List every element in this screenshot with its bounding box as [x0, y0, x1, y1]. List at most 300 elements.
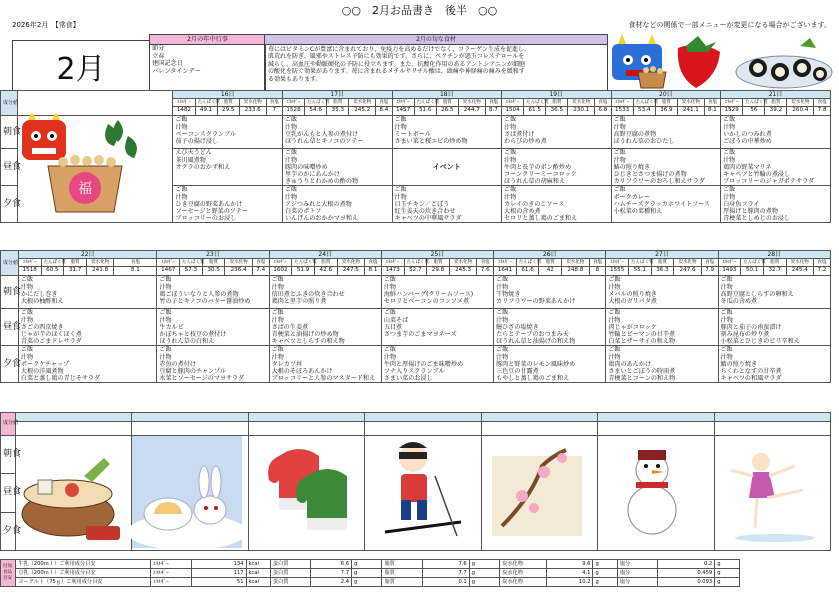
salt-value: 0.459 — [658, 569, 715, 578]
energy-unit: kcal — [246, 560, 270, 569]
nutrient-head: 脂質 — [217, 99, 239, 107]
nutrient-value-row — [1, 267, 831, 276]
nutrient-head: 食塩 — [477, 259, 494, 267]
oni-fukumame-illustration — [18, 116, 149, 216]
dish-item: 青梗菜とコーンの和え物 — [608, 375, 676, 383]
dish-item: ひき豆腐の野菜あんかけ — [175, 200, 243, 208]
protein-value: 7.7 — [311, 569, 352, 578]
nutrient-value: 1504 — [502, 107, 524, 116]
salt-label: 塩分 — [617, 569, 658, 578]
dish-item: 青梗菜としめじのお浸し — [723, 215, 791, 223]
week3-illustration-table — [0, 412, 831, 551]
dish-item: ご飯 — [496, 276, 509, 284]
dish-item: 白菜とザーサイの和え物 — [608, 338, 675, 346]
meal-cell — [381, 309, 493, 346]
dish-item: ご飯 — [608, 346, 621, 354]
nutrition-label: 成分値 — [1, 91, 18, 116]
dish-item: ご飯 — [723, 116, 736, 124]
dish-item: 牛肉と長芋のポン酢炒め — [504, 163, 572, 171]
dish-item: ご飯 — [613, 186, 626, 194]
dish-item: ご飯 — [284, 186, 298, 194]
day-header-blank — [481, 413, 597, 422]
mitten-illustration-cell — [248, 436, 364, 551]
day-header: 22日 — [18, 251, 156, 259]
nutrient-value: 1473 — [381, 267, 404, 276]
nutrient-head: たんぱく質 — [628, 259, 651, 267]
nutrient-value: 54.6 — [305, 107, 327, 116]
nutrient-head: ｴﾈﾙｷﾞｰ — [157, 259, 180, 267]
dish-item: ほうれん草のおひたし — [613, 138, 675, 146]
nutrient-head: ｴﾈﾙｷﾞｰ — [282, 99, 304, 107]
nutrient-head: 炭水化物 — [458, 99, 485, 107]
nutrient-head: 炭水化物 — [349, 99, 376, 107]
nutrient-value: 39.2 — [765, 107, 787, 116]
nutrient-value: 49.1 — [195, 107, 217, 116]
dish-item: ご飯 — [383, 346, 397, 354]
nutrient-head: たんぱく質 — [741, 259, 764, 267]
nutrient-value: 248.8 — [562, 267, 589, 276]
snowman-illustration — [598, 436, 708, 548]
dish-item: ご飯 — [175, 116, 188, 124]
nutrient-value: 8 — [589, 267, 606, 276]
dish-item: 汁物 — [159, 353, 172, 361]
dish-item: ツナ入りスクランブル — [383, 368, 445, 376]
week2-menu-table — [0, 250, 831, 383]
energy-value: 51 — [191, 578, 246, 587]
dish-item: コーンクリーミーコロッケ — [504, 171, 577, 179]
dish-item: キャベツと竹輪の煮浸し — [723, 171, 791, 179]
nutrient-head: たんぱく質 — [305, 99, 327, 107]
day-header: 20日 — [611, 91, 721, 99]
dish-item: 鰻ひざの塩焼き — [496, 323, 539, 331]
meal-cell — [282, 186, 392, 223]
dish-item: 大根のそぼろあんかけ — [271, 368, 333, 376]
nutrient-value: 51.6 — [414, 107, 436, 116]
supplement-row — [1, 560, 831, 569]
dish-item: 汁物 — [723, 156, 736, 164]
dish-item: ご飯 — [383, 276, 397, 284]
nutrient-value: 7.9 — [701, 267, 718, 276]
dish-item: 汁物 — [608, 353, 621, 361]
dish-item: 信田煮とふきの炊き合わせ — [271, 290, 345, 298]
nutrient-head: 脂質 — [651, 259, 674, 267]
nutrient-value: 245.2 — [349, 107, 376, 116]
dish-item: タレカツ丼 — [271, 360, 303, 368]
blank-cell — [16, 422, 132, 436]
dish-item: 汁物 — [608, 283, 621, 291]
nutrient-value: 57.3 — [180, 267, 203, 276]
salt-label: 塩分 — [617, 560, 658, 569]
meal-cell — [502, 186, 612, 223]
nutrient-head: 脂質 — [314, 259, 337, 267]
skier-illustration-cell — [365, 436, 481, 551]
dish-item: 汁物 — [20, 283, 34, 291]
meal-cell — [611, 149, 721, 186]
dish-item: 豚肉と茄子の南蛮漬け — [720, 323, 782, 331]
nutrient-head: 炭水化物 — [225, 259, 252, 267]
meal-cell — [721, 186, 831, 223]
dish-item: ほうれん草とキノコのソテー — [284, 138, 364, 146]
blank-cell — [18, 91, 173, 116]
dish-item: 小松菜の菜種和え — [613, 208, 663, 216]
nutrient-value: 36.5 — [546, 107, 568, 116]
carb-unit: g — [593, 560, 617, 569]
dish-item: 刻み昆布の炒り煮 — [720, 331, 770, 339]
snowman-illustration-cell — [598, 436, 714, 551]
day-header: 23日 — [157, 251, 269, 259]
dish-item: ご飯 — [394, 116, 407, 124]
salt-value: 0.2 — [658, 560, 715, 569]
dish-item: 汁物 — [271, 353, 284, 361]
skier-illustration — [365, 436, 475, 548]
meal-cell — [502, 149, 612, 186]
nutrient-value: 241.1 — [677, 107, 704, 116]
carb-label: 炭水化物 — [500, 560, 547, 569]
dish-item: 汁物 — [394, 193, 407, 201]
dish-item: 汁物 — [608, 316, 621, 324]
dish-item: ご飯 — [175, 186, 188, 194]
events-title: 2月の年中行事 — [150, 35, 265, 45]
dish-item: ちくわとなすの甘辛煮 — [720, 368, 782, 376]
dish-item: 豆乳がんもと人参の煮付け — [284, 130, 359, 138]
nutrient-head: ｴﾈﾙｷﾞｰ — [718, 259, 741, 267]
nutrient-head: 脂質 — [202, 259, 225, 267]
nutrient-head: ｴﾈﾙｷﾞｰ — [381, 259, 404, 267]
dish-item: ご飯 — [20, 309, 34, 317]
dish-item: ほうれん草の白和え — [159, 338, 215, 346]
protein-value: 6.6 — [311, 560, 352, 569]
nutrient-head: 脂質 — [655, 99, 677, 107]
nutrient-value: 8.1 — [114, 267, 157, 276]
dish-item: ご飯 — [271, 276, 284, 284]
nutrient-head: 炭水化物 — [677, 99, 704, 107]
dish-item: 汁物 — [383, 283, 397, 291]
dish-item: 肉じゃがコロッケ — [608, 323, 657, 331]
nutrient-head: 食塩 — [252, 259, 269, 267]
nutrient-head: 食塩 — [814, 99, 831, 107]
nutrient-value: 7.4 — [252, 267, 269, 276]
dish-item: ご飯 — [496, 346, 509, 354]
dish-item: 高野豆腐としらすの卵和え — [720, 290, 794, 298]
dish-item: ご飯 — [20, 346, 34, 354]
dish-item: メバルの照り焼き — [608, 290, 658, 298]
dish-item: ご飯 — [723, 186, 736, 194]
dish-item: ご飯 — [394, 186, 407, 194]
nutrient-head: ｴﾈﾙｷﾞｰ — [18, 259, 41, 267]
meal-cell — [381, 276, 493, 309]
dish-item: 豆腐と豚肉のチャンプル — [159, 368, 226, 376]
dish-item: 大根の含め煮 — [504, 208, 541, 216]
day-header: 17日 — [282, 91, 392, 99]
dish-item: ほうれん草の胡麻和え — [504, 178, 565, 186]
nutrient-head: 食塩 — [266, 99, 282, 107]
nutrient-value: 51.9 — [292, 267, 315, 276]
dish-item: 鶏肉のあんかけ — [608, 360, 651, 368]
ehomaki-icon — [736, 38, 832, 88]
nutrient-head: ｴﾈﾙｷﾞｰ — [606, 259, 629, 267]
protein-unit: g — [352, 578, 382, 587]
nutrient-value: 36.3 — [651, 267, 674, 276]
nutrient-head: 食塩 — [814, 259, 831, 267]
meal-cell — [392, 116, 502, 149]
nutrient-head: 脂質 — [427, 259, 450, 267]
fat-value: 7.6 — [423, 560, 470, 569]
dish-item: 汁物 — [723, 193, 736, 201]
ingredient-line: 肌荒れを防ぎ、風邪やストレス予防にも効果的です。さらに、ペクチンが悪玉コレステロールを — [268, 53, 525, 61]
lunch-label: 昼食 — [1, 474, 16, 512]
nutrient-value: 7.2 — [814, 267, 831, 276]
dish-item: さば煮付け — [504, 130, 535, 138]
week1-menu-table — [0, 90, 831, 223]
blank-cell — [714, 422, 830, 436]
nutrient-head: 炭水化物 — [337, 259, 364, 267]
dish-item: ご飯 — [720, 309, 733, 317]
meal-cell — [269, 346, 381, 383]
meal-cell — [611, 186, 721, 223]
carb-value: 9.6 — [546, 560, 593, 569]
dish-item: かにだし巻き — [20, 290, 58, 298]
meal-cell — [18, 309, 156, 346]
dish-item: 冬瓜の含め煮 — [720, 298, 758, 306]
ume-illustration-cell — [481, 436, 597, 551]
dish-item: 汁物 — [284, 193, 298, 201]
snow-rabbit-illustration-cell — [132, 436, 248, 551]
energy-label: ｴﾈﾙｷﾞｰ — [151, 569, 192, 578]
dish-item: ご飯 — [613, 116, 626, 124]
dish-item: アジつみれと大根の煮物 — [284, 200, 352, 208]
dish-item: ご飯 — [20, 276, 34, 284]
dish-item: 高野豆腐の煮物 — [613, 130, 657, 138]
nutrient-head: 炭水化物 — [787, 99, 814, 107]
nutrient-value: 42.6 — [314, 267, 337, 276]
nutrient-value: 230.1 — [568, 107, 595, 116]
dish-item: ご飯 — [159, 346, 172, 354]
dish-item: 汁物 — [271, 283, 284, 291]
holly-icon — [106, 120, 138, 158]
nutrient-head: 炭水化物 — [674, 259, 701, 267]
nutrient-value: 53.4 — [633, 107, 655, 116]
dish-item: ご飯 — [383, 309, 397, 317]
dish-item: ご飯 — [504, 149, 517, 157]
nutrient-head: 食塩 — [595, 99, 611, 107]
dish-item: 白菜のポトフ — [284, 208, 322, 216]
dish-item: 汁物 — [496, 353, 509, 361]
nutrient-value: 1641 — [494, 267, 517, 276]
dish-item: 干物焼き — [496, 290, 521, 298]
nutrient-head: 脂質 — [546, 99, 568, 107]
carb-label: 炭水化物 — [500, 578, 547, 587]
dish-item: セロリとベーコンのコンソメ煮 — [383, 298, 470, 306]
nutrient-head: 炭水化物 — [562, 259, 589, 267]
nutrient-value: 7 — [266, 107, 282, 116]
dish-item: 汁物 — [20, 316, 34, 324]
ingredient-line: 減らし、高血圧や動脈硬化の予防に役立ちます。また、抗酸化作用のあるアントシアニンが細胞 — [268, 60, 525, 68]
day-header-blank — [248, 413, 364, 422]
dish-item: 汁物 — [720, 283, 733, 291]
nutrient-head: たんぱく質 — [414, 99, 436, 107]
protein-value: 2.4 — [311, 578, 352, 587]
nutrient-head: たんぱく質 — [292, 259, 315, 267]
nutrient-head: 炭水化物 — [786, 259, 813, 267]
energy-value: 117 — [191, 569, 246, 578]
nutrient-head: たんぱく質 — [195, 99, 217, 107]
dish-item: 豚肉と野菜のレモン風味炒め — [496, 360, 576, 368]
nutrient-value: 60.5 — [41, 267, 64, 276]
day-header-blank — [365, 413, 481, 422]
nutrient-head: たんぱく質 — [516, 259, 539, 267]
meal-cell — [173, 116, 283, 149]
lunch-label: 昼食 — [1, 309, 19, 346]
dish-item: キャベツの中華風サラダ — [394, 215, 462, 223]
dish-item: えび天うどん — [175, 149, 212, 157]
dish-item: キャベツとしらすの和え物 — [271, 338, 345, 346]
nutrient-head: 脂質 — [64, 259, 87, 267]
nutrient-head: 炭水化物 — [239, 99, 266, 107]
nutrient-value: 61.5 — [524, 107, 546, 116]
nutrient-head: 食塩 — [376, 99, 392, 107]
nutrient-value: 31.7 — [64, 267, 87, 276]
ingredient-title: 2月の旬な食材 — [265, 35, 607, 45]
salt-value: 0.093 — [658, 578, 715, 587]
nutrient-head: 脂質 — [436, 99, 458, 107]
dish-item: ご飯 — [496, 309, 509, 317]
nutrient-value: 1493 — [718, 267, 741, 276]
dish-item: 汁物 — [175, 123, 188, 131]
dish-item: わらびの炒め煮 — [504, 138, 547, 146]
fat-value: 7.7 — [423, 569, 470, 578]
dish-item: ご飯 — [271, 309, 284, 317]
day-header: 28日 — [718, 251, 830, 259]
dish-item: 青菜のごまドレサラダ — [20, 338, 82, 346]
dish-item: 三色豆の甘露煮 — [496, 368, 539, 376]
page-title: ○○ 2月お品書き 後半 ○○ — [341, 4, 498, 17]
meal-cell — [18, 276, 156, 309]
nutrient-value: 233.6 — [239, 107, 266, 116]
day-header-blank — [598, 413, 714, 422]
nutrient-value: 32.7 — [763, 267, 786, 276]
nutrient-value: 26.5 — [436, 107, 458, 116]
dish-item: ご飯 — [159, 276, 172, 284]
event-item: 建国記念日 — [152, 60, 183, 67]
dish-item: ご飯 — [608, 309, 621, 317]
plum-blossom-illustration — [482, 436, 592, 548]
meal-cell — [494, 309, 606, 346]
meal-cell — [502, 116, 612, 149]
nutrient-value: 8.7 — [485, 107, 501, 116]
blank-cell — [598, 422, 714, 436]
day-header: 19日 — [502, 91, 612, 99]
carb-unit: g — [593, 578, 617, 587]
day-header: 25日 — [381, 251, 493, 259]
hotpot-illustration — [16, 436, 126, 548]
meal-cell — [173, 186, 283, 223]
ice-skater-illustration — [715, 436, 825, 548]
dish-item: ご飯 — [159, 309, 172, 317]
meal-cell — [269, 276, 381, 309]
energy-label: ｴﾈﾙｷﾞｰ — [151, 560, 192, 569]
nutrient-head: たんぱく質 — [743, 99, 765, 107]
fat-label: 脂質 — [382, 578, 423, 587]
dish-item: ご飯 — [284, 149, 298, 157]
nutrient-value: 35.3 — [327, 107, 349, 116]
nutrient-head: 脂質 — [539, 259, 562, 267]
nutrition-label: 成分値 — [1, 413, 16, 436]
dish-item: ご飯 — [608, 276, 621, 284]
meal-cell — [392, 149, 502, 186]
dish-item: ポークカレー — [613, 193, 651, 201]
supplement-label: 付加食品目安 — [1, 560, 16, 587]
meal-cell — [606, 276, 718, 309]
dish-item: 汁物 — [613, 123, 626, 131]
nutrient-head: 脂質 — [327, 99, 349, 107]
carb-unit: g — [593, 569, 617, 578]
setsubun-illustration — [608, 32, 836, 90]
nutrient-value: 6.8 — [595, 107, 611, 116]
fat-label: 脂質 — [382, 569, 423, 578]
meal-cell — [611, 116, 721, 149]
nutrient-head: ｴﾈﾙｷﾞｰ — [173, 99, 195, 107]
day-header: 26日 — [494, 251, 606, 259]
dish-item: 汁物 — [613, 156, 626, 164]
lunch-label: 昼食 — [1, 149, 18, 186]
meal-cell — [606, 309, 718, 346]
dish-item: 汁物 — [504, 156, 517, 164]
dish-item: カレイのきのこソース — [504, 200, 565, 208]
mittens-illustration — [249, 436, 359, 548]
dish-item: イベント — [432, 162, 461, 171]
nutrient-value: 29.8 — [427, 267, 450, 276]
dish-item: 赤魚の煮付け — [159, 360, 196, 368]
dish-item: 汁物 — [720, 316, 733, 324]
dish-item: 汁物 — [504, 123, 517, 131]
blank-cell — [132, 422, 248, 436]
dish-item: 汁物 — [496, 283, 509, 291]
nutrient-head: 炭水化物 — [86, 259, 113, 267]
dish-item: セロリと蒸し鶏のごま和え — [504, 215, 578, 223]
dish-item: ソーセージと野菜のソテー — [175, 208, 248, 216]
dish-item: 牛肉と厚揚げのごま味噌炒め — [383, 360, 464, 368]
nutrient-value: 236.4 — [225, 267, 252, 276]
nutrient-value: 1482 — [173, 107, 195, 116]
nutrient-value: 29.5 — [217, 107, 239, 116]
dish-item: 汁物 — [284, 156, 298, 164]
month-title: 2月 — [12, 40, 150, 92]
nutrient-head: ｴﾈﾙｷﾞｰ — [611, 99, 633, 107]
dish-item: ごぼうの中華炒め — [723, 138, 772, 146]
protein-unit: g — [352, 560, 382, 569]
meal-cell — [392, 186, 502, 223]
dish-item: 竹輪とピーマンの甘辛煮 — [608, 331, 676, 339]
dish-item: 汁物 — [284, 123, 298, 131]
dish-item: オクラのおかず和え — [175, 163, 231, 171]
dish-item: 汁物 — [159, 283, 172, 291]
dish-item: 海鮮ハンバーグ(クリームソース) — [383, 290, 474, 298]
event-item: バレンタインデー — [152, 67, 201, 75]
nutrient-head: たんぱく質 — [633, 99, 655, 107]
nutrient-value: 52.7 — [404, 267, 427, 276]
dish-item: じゃが芋のほくほく煮 — [20, 331, 82, 339]
nutrient-value: 247.5 — [337, 267, 364, 276]
nutrient-head: 脂質 — [765, 99, 787, 107]
day-header: 16日 — [173, 91, 283, 99]
fuku-character: 福 — [78, 181, 93, 198]
nutrient-head: 炭水化物 — [449, 259, 476, 267]
energy-unit: kcal — [246, 569, 270, 578]
nutrient-value: 244.7 — [458, 107, 485, 116]
fat-label: 脂質 — [382, 560, 423, 569]
salt-unit: g — [715, 578, 739, 587]
supplement-item: 豆乳（200ｍｌ）ご利用成分目安 — [16, 569, 151, 578]
